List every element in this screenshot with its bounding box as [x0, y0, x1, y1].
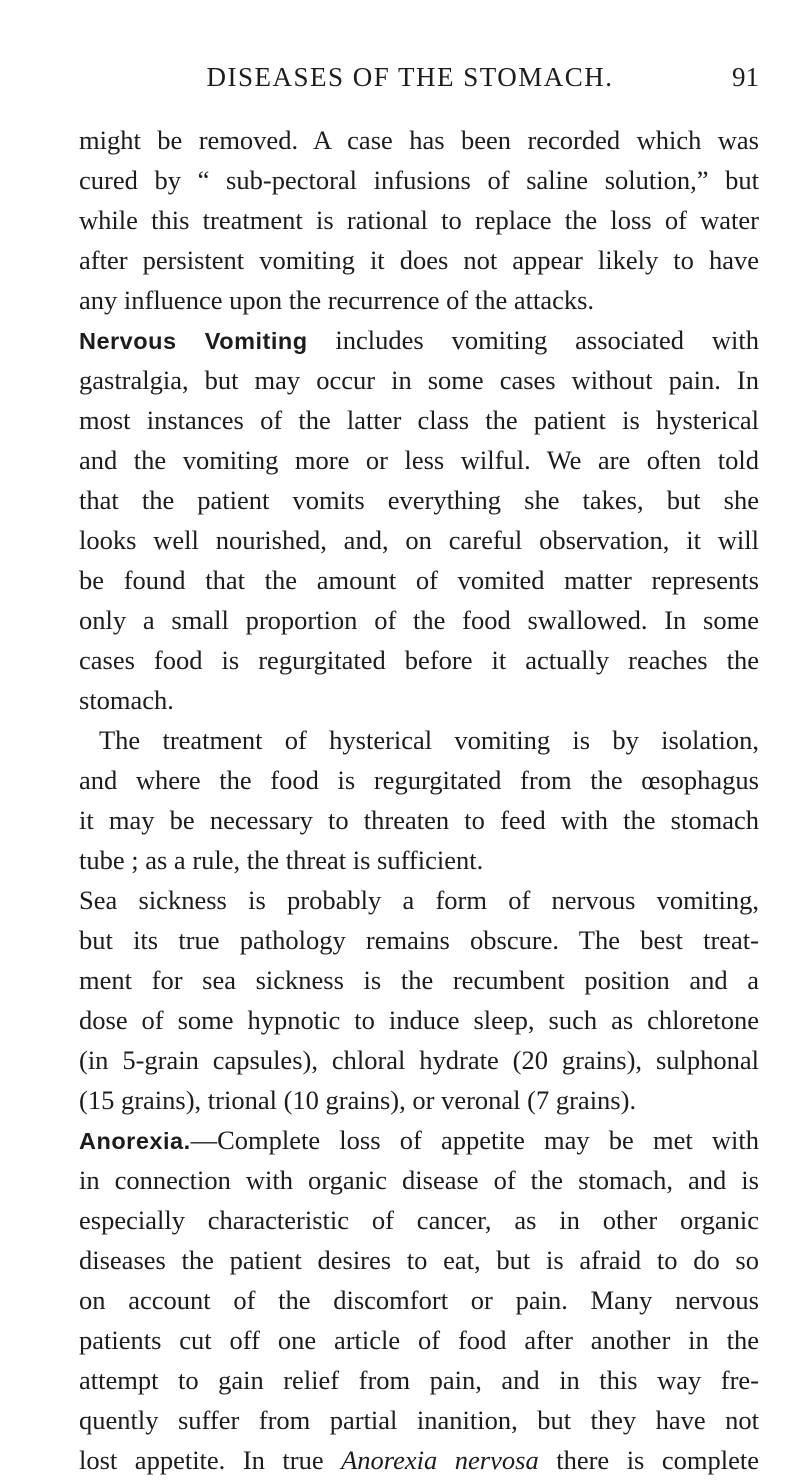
text-run: quently suffer from partial inanition, but they have not: [79, 1405, 759, 1435]
text-line: [79, 1200, 759, 1240]
text-run: includes vomiting associated with: [307, 325, 759, 355]
text-line: [79, 520, 759, 560]
text-run: might be removed. A case has been recorded which was: [79, 125, 759, 155]
text-run: in connection with organic disease of the stomach, and is: [79, 1165, 759, 1195]
text-run: lost appetite. In true: [79, 1445, 342, 1475]
text-run: only a small proportion of the food swallowed. In some: [79, 605, 759, 635]
text-line: [79, 1080, 759, 1120]
text-run: but its true pathology remains obscure. The best treat-: [79, 925, 759, 955]
text-run: patients cut off one article of food after another in the: [79, 1325, 759, 1355]
text-line: [79, 960, 759, 1000]
text-line: [79, 880, 759, 920]
text-run: Sea sickness is probably a form of nervous vomiting,: [79, 885, 759, 915]
text-line: [79, 1240, 759, 1280]
text-line: [79, 360, 759, 400]
text-line: [79, 200, 759, 240]
text-run: cured by “ sub-pectoral infusions of saline solution,” but: [79, 165, 759, 195]
text-run: diseases the patient desires to eat, but is afraid to do so: [79, 1245, 759, 1275]
text-run: be found that the amount of vomited matter represents: [79, 565, 759, 595]
page-number: 91: [732, 62, 759, 92]
text-run: looks well nourished, and, on careful observation, it will: [79, 525, 759, 555]
text-line: [79, 720, 759, 760]
text-line: [79, 920, 759, 960]
text-run: and where the food is regurgitated from the œsophagus: [79, 765, 759, 795]
text-line: [79, 240, 759, 280]
text-run: The treatment of hysterical vomiting is by isolation,: [99, 725, 759, 755]
text-line: [79, 400, 759, 440]
text-run: ment for sea sickness is the recumbent position and a: [79, 965, 759, 995]
text-line: [79, 1400, 759, 1440]
section-heading-run-in: Anorexia.: [79, 1128, 191, 1154]
text-line: [79, 480, 759, 520]
text-run: stomach.: [79, 685, 174, 715]
text-run: dose of some hypnotic to induce sleep, such as chloretone: [79, 1005, 759, 1035]
text-run: and the vomiting more or less wilful. We are often told: [79, 445, 759, 475]
running-head: [0, 62, 800, 102]
text-run: —Complete loss of appetite may be met with: [190, 1125, 759, 1155]
text-run: there is complete: [538, 1445, 760, 1475]
text-run: gastralgia, but may occur in some cases without pain. In: [79, 365, 759, 395]
text-run: especially characteristic of cancer, as in other organic: [79, 1205, 759, 1235]
text-line: [79, 280, 759, 320]
text-line: [79, 160, 759, 200]
text-line: [79, 560, 759, 600]
text-line: [79, 1320, 759, 1360]
running-head-title: DISEASES OF THE STOMACH.: [206, 62, 614, 92]
text-line: [79, 320, 759, 360]
text-line: [79, 800, 759, 840]
text-line: [79, 1000, 759, 1040]
text-run: after persistent vomiting it does not appear likely to have: [79, 245, 759, 275]
text-line: [79, 1280, 759, 1320]
text-run: attempt to gain relief from pain, and in this way fre-: [79, 1365, 759, 1395]
text-line: [79, 600, 759, 640]
text-line: [79, 680, 759, 720]
text-run: any influence upon the recurrence of the attacks.: [79, 285, 595, 315]
text-run: cases food is regurgitated before it actually reaches the: [79, 645, 759, 675]
text-run: it may be necessary to threaten to feed with the stomach: [79, 805, 759, 835]
text-line: [79, 120, 759, 160]
text-run: tube ; as a rule, the threat is sufficient.: [79, 845, 484, 875]
text-run: most instances of the latter class the patient is hysterical: [79, 405, 759, 435]
text-run: (in 5-grain capsules), chloral hydrate (20 grains), sulphonal: [79, 1045, 759, 1075]
text-run: on account of the discomfort or pain. Many nervous: [79, 1285, 759, 1315]
italic-term: Anorexia nervosa: [341, 1445, 539, 1475]
section-heading-run-in: Nervous Vomiting: [79, 328, 308, 354]
text-line: [79, 440, 759, 480]
text-line: [79, 1040, 759, 1080]
text-line: [79, 840, 759, 880]
text-run: while this treatment is rational to replace the loss of water: [79, 205, 759, 235]
text-line: [79, 1120, 759, 1160]
text-line: [79, 640, 759, 680]
text-line: [79, 1160, 759, 1200]
text-line: [79, 1440, 759, 1480]
text-line: [79, 760, 759, 800]
text-run: (15 grains), trional (10 grains), or veronal (7 grains).: [79, 1085, 637, 1115]
text-run: that the patient vomits everything she takes, but she: [79, 485, 759, 515]
text-line: [79, 1360, 759, 1400]
body-text: [79, 120, 759, 1480]
